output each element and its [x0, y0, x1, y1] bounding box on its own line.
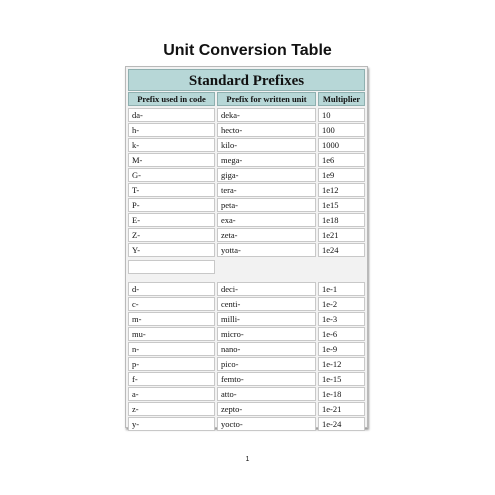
code-prefix-cell: y-: [128, 417, 215, 431]
code-prefix-cell: m-: [128, 312, 215, 326]
code-prefix-cell: a-: [128, 387, 215, 401]
code-prefix-cell: f-: [128, 372, 215, 386]
written-prefix-cell: mega-: [217, 153, 316, 167]
multiplier-cell: 100: [318, 123, 365, 137]
code-prefix-cell: G-: [128, 168, 215, 182]
table-row: [128, 282, 365, 297]
written-prefix-cell: zepto-: [217, 402, 316, 416]
code-prefix-cell: z-: [128, 402, 215, 416]
written-prefix-cell: centi-: [217, 297, 316, 311]
table-row: [128, 312, 365, 327]
table-row: [128, 183, 365, 198]
column-header-code-prefix: Prefix used in code: [128, 92, 215, 106]
written-prefix-cell: femto-: [217, 372, 316, 386]
code-prefix-cell: P-: [128, 198, 215, 212]
written-prefix-cell: hecto-: [217, 123, 316, 137]
column-header-written-prefix: Prefix for written unit: [217, 92, 316, 106]
written-prefix-cell: peta-: [217, 198, 316, 212]
code-prefix-cell: T-: [128, 183, 215, 197]
table-row: [128, 228, 365, 243]
multiplier-cell: 1e-12: [318, 357, 365, 371]
code-prefix-cell: h-: [128, 123, 215, 137]
written-prefix-cell: kilo-: [217, 138, 316, 152]
code-prefix-cell: c-: [128, 297, 215, 311]
written-prefix-cell: yocto-: [217, 417, 316, 431]
written-prefix-cell: deka-: [217, 108, 316, 122]
multiplier-cell: 1e-24: [318, 417, 365, 431]
multiplier-cell: 1e-18: [318, 387, 365, 401]
table-row: [128, 297, 365, 312]
section-spacer-row: [128, 258, 365, 282]
code-prefix-cell: p-: [128, 357, 215, 371]
table-row: [128, 327, 365, 342]
empty-cell: [128, 260, 215, 274]
table-row: [128, 357, 365, 372]
code-prefix-cell: n-: [128, 342, 215, 356]
table-row: [128, 372, 365, 387]
table-body: [128, 108, 365, 432]
page-title: Unit Conversion Table: [163, 42, 332, 59]
code-prefix-cell: E-: [128, 213, 215, 227]
table-row: [128, 243, 365, 258]
table-row: [128, 198, 365, 213]
table-row: [128, 213, 365, 228]
written-prefix-cell: milli-: [217, 312, 316, 326]
code-prefix-cell: d-: [128, 282, 215, 296]
written-prefix-cell: deci-: [217, 282, 316, 296]
written-prefix-cell: yotta-: [217, 243, 316, 257]
written-prefix-cell: exa-: [217, 213, 316, 227]
table-row: [128, 108, 365, 123]
table-row: [128, 123, 365, 138]
multiplier-cell: 1e-2: [318, 297, 365, 311]
multiplier-cell: 1e-3: [318, 312, 365, 326]
multiplier-cell: 10: [318, 108, 365, 122]
multiplier-cell: 1e-21: [318, 402, 365, 416]
multiplier-cell: 1e24: [318, 243, 365, 257]
written-prefix-cell: zeta-: [217, 228, 316, 242]
code-prefix-cell: mu-: [128, 327, 215, 341]
code-prefix-cell: Z-: [128, 228, 215, 242]
multiplier-cell: 1e9: [318, 168, 365, 182]
table-heading: Standard Prefixes: [128, 69, 365, 91]
multiplier-cell: 1e15: [318, 198, 365, 212]
table-row: [128, 387, 365, 402]
written-prefix-cell: giga-: [217, 168, 316, 182]
table-row: [128, 417, 365, 432]
multiplier-cell: 1e-6: [318, 327, 365, 341]
written-prefix-cell: atto-: [217, 387, 316, 401]
written-prefix-cell: micro-: [217, 327, 316, 341]
page-number: 1: [245, 456, 250, 463]
code-prefix-cell: M-: [128, 153, 215, 167]
column-header-row: [128, 92, 365, 106]
table-row: [128, 342, 365, 357]
table-row: [128, 138, 365, 153]
multiplier-cell: 1e-9: [318, 342, 365, 356]
written-prefix-cell: tera-: [217, 183, 316, 197]
code-prefix-cell: k-: [128, 138, 215, 152]
column-header-multiplier: Multiplier: [318, 92, 365, 106]
multiplier-cell: 1e-15: [318, 372, 365, 386]
table-row: [128, 168, 365, 183]
table-row: [128, 402, 365, 417]
code-prefix-cell: da-: [128, 108, 215, 122]
multiplier-cell: 1e6: [318, 153, 365, 167]
multiplier-cell: 1000: [318, 138, 365, 152]
code-prefix-cell: Y-: [128, 243, 215, 257]
written-prefix-cell: nano-: [217, 342, 316, 356]
multiplier-cell: 1e21: [318, 228, 365, 242]
multiplier-cell: 1e12: [318, 183, 365, 197]
written-prefix-cell: pico-: [217, 357, 316, 371]
multiplier-cell: 1e18: [318, 213, 365, 227]
prefix-table: [125, 66, 368, 428]
table-row: [128, 153, 365, 168]
multiplier-cell: 1e-1: [318, 282, 365, 296]
